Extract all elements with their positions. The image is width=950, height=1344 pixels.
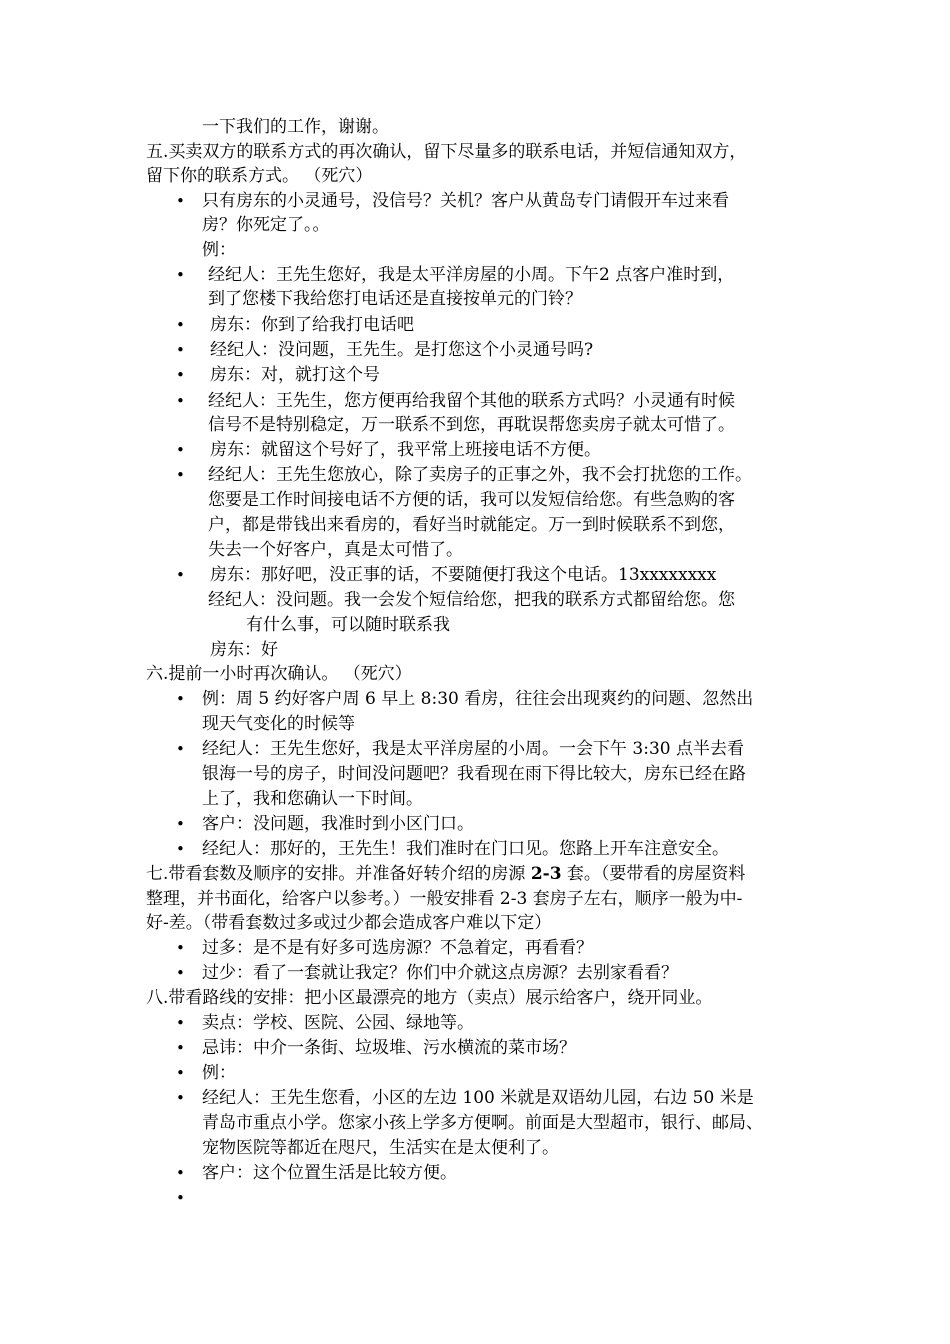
bullet: • [176, 1164, 185, 1182]
bullet: • [176, 1189, 185, 1207]
text-line: 有什么事，可以随时联系我 [246, 615, 450, 635]
text-line: 信号不是特别稳定，万一联系不到您，再耽误帮您卖房子就太可惜了。 [208, 415, 735, 435]
bold-text: 2-3 [530, 864, 562, 884]
bullet: • [176, 192, 185, 210]
bullet: • [176, 1064, 185, 1082]
section-heading-7 [146, 862, 745, 886]
bullet: • [176, 441, 185, 459]
text-line: 宠物医院等都近在咫尺，生活实在是太便利了。 [202, 1138, 559, 1158]
text-line: 一下我们的工作，谢谢。 [202, 117, 389, 137]
section-heading-8: 八.带看路线的安排：把小区最漂亮的地方（卖点）展示给客户，绕开同业。 [146, 988, 713, 1008]
text-line: 只有房东的小灵通号，没信号？关机？客户从黄岛专门请假开车过来看 [202, 191, 729, 211]
text-segment: 七.带看套数及顺序的安排。并准备好转介绍的房源 [146, 864, 531, 884]
text-line: 例： [202, 240, 236, 260]
text-line: 房东：那好吧，没正事的话，不要随便打我这个电话。13xxxxxxxx [210, 565, 717, 585]
bullet: • [176, 316, 185, 334]
text-line: 客户：没问题，我准时到小区门口。 [202, 814, 474, 834]
text-line: 您要是工作时间接电话不方便的话，我可以发短信给您。有些急购的客 [208, 490, 735, 510]
bullet: • [176, 815, 185, 833]
text-line: 到了您楼下我给您打电话还是直接按单元的门铃？ [208, 289, 582, 309]
bullet: • [176, 466, 185, 484]
bullet: • [176, 341, 185, 359]
bullet: • [176, 566, 185, 584]
text-line: 失去一个好客户，真是太可惜了。 [208, 540, 463, 560]
text-line: 经纪人：王先生您好，我是太平洋房屋的小周。一会下午 3:30 点半去看 [202, 739, 744, 759]
text-line: 户，都是带钱出来看房的，看好当时就能定。万一到时候联系不到您， [208, 515, 735, 535]
text-line: 房东：对，就打这个号 [210, 365, 380, 385]
bullet: • [176, 1014, 185, 1032]
text-line: 忌讳：中介一条街、垃圾堆、污水横流的菜市场？ [202, 1038, 576, 1058]
text-line: 上了，我和您确认一下时间。 [202, 789, 423, 809]
text-line: 房？你死定了。。 [202, 215, 330, 235]
text-line: 经纪人：王先生您好，我是太平洋房屋的小周。下午2 点客户准时到， [208, 265, 735, 285]
bullet: • [176, 1089, 185, 1107]
text-line: 现天气变化的时候等 [202, 714, 355, 734]
text-line: 经纪人：那好的，王先生！我们准时在门口见。您路上开车注意安全。 [202, 839, 729, 859]
bullet: • [176, 1039, 185, 1057]
text-line: 房东：好 [210, 640, 278, 660]
text-line: 例：周 5 约好客户周 6 早上 8:30 看房，往往会出现爽约的问题、忽然出 [202, 689, 754, 709]
bullet: • [176, 939, 185, 957]
text-line: 经纪人：没问题，王先生。是打您这个小灵通号吗? [210, 340, 594, 360]
text-line: 房东：就留这个号好了，我平常上班接电话不方便。 [210, 440, 601, 460]
text-line: 好-差。（带看套数过多或过少都会造成客户难以下定） [146, 913, 552, 933]
bullet: • [176, 392, 185, 410]
text-line: 经纪人：王先生您看，小区的左边 100 米就是双语幼儿园，右边 50 米是 [202, 1088, 754, 1108]
bullet: • [176, 266, 185, 284]
text-line: 经纪人：王先生您放心，除了卖房子的正事之外，我不会打扰您的工作。 [208, 465, 752, 485]
text-line: 房东：你到了给我打电话吧 [210, 315, 414, 335]
text-line: 卖点：学校、医院、公园、绿地等。 [202, 1013, 474, 1033]
bullet: • [176, 840, 185, 858]
bullet: • [176, 740, 185, 758]
text-line: 例： [202, 1063, 236, 1083]
bullet: • [176, 964, 185, 982]
text-line: 客户：这个位置生活是比较方便。 [202, 1163, 457, 1183]
text-line: 银海一号的房子，时间没问题吧？我看现在雨下得比较大，房东已经在路 [202, 764, 746, 784]
text-line: 留下你的联系方式。 （死穴） [146, 166, 373, 186]
text-line: 整理，并书面化，给客户以参考。）一般安排看 2-3 套房子左右，顺序一般为中- [146, 889, 743, 909]
text-line: 过多：是不是有好多可选房源？不急着定，再看看？ [202, 938, 593, 958]
text-line: 青岛市重点小学。您家小孩上学多方便啊。前面是大型超市，银行、邮局、 [202, 1113, 763, 1133]
bullet: • [176, 690, 185, 708]
text-line: 过少：看了一套就让我定？你们中介就这点房源？去别家看看？ [202, 963, 678, 983]
text-line: 经纪人：没问题。我一会发个短信给您，把我的联系方式都留给您。您 [208, 590, 735, 610]
section-heading-6: 六.提前一小时再次确认。 （死穴） [146, 664, 412, 684]
text-line: 经纪人：王先生，您方便再给我留个其他的联系方式吗？小灵通有时候 [208, 391, 735, 411]
section-heading-5: 五.买卖双方的联系方式的再次确认，留下尽量多的联系电话，并短信通知双方， [146, 142, 747, 162]
text-segment: 套。（要带看的房屋资料 [561, 864, 746, 884]
bullet: • [176, 366, 185, 384]
